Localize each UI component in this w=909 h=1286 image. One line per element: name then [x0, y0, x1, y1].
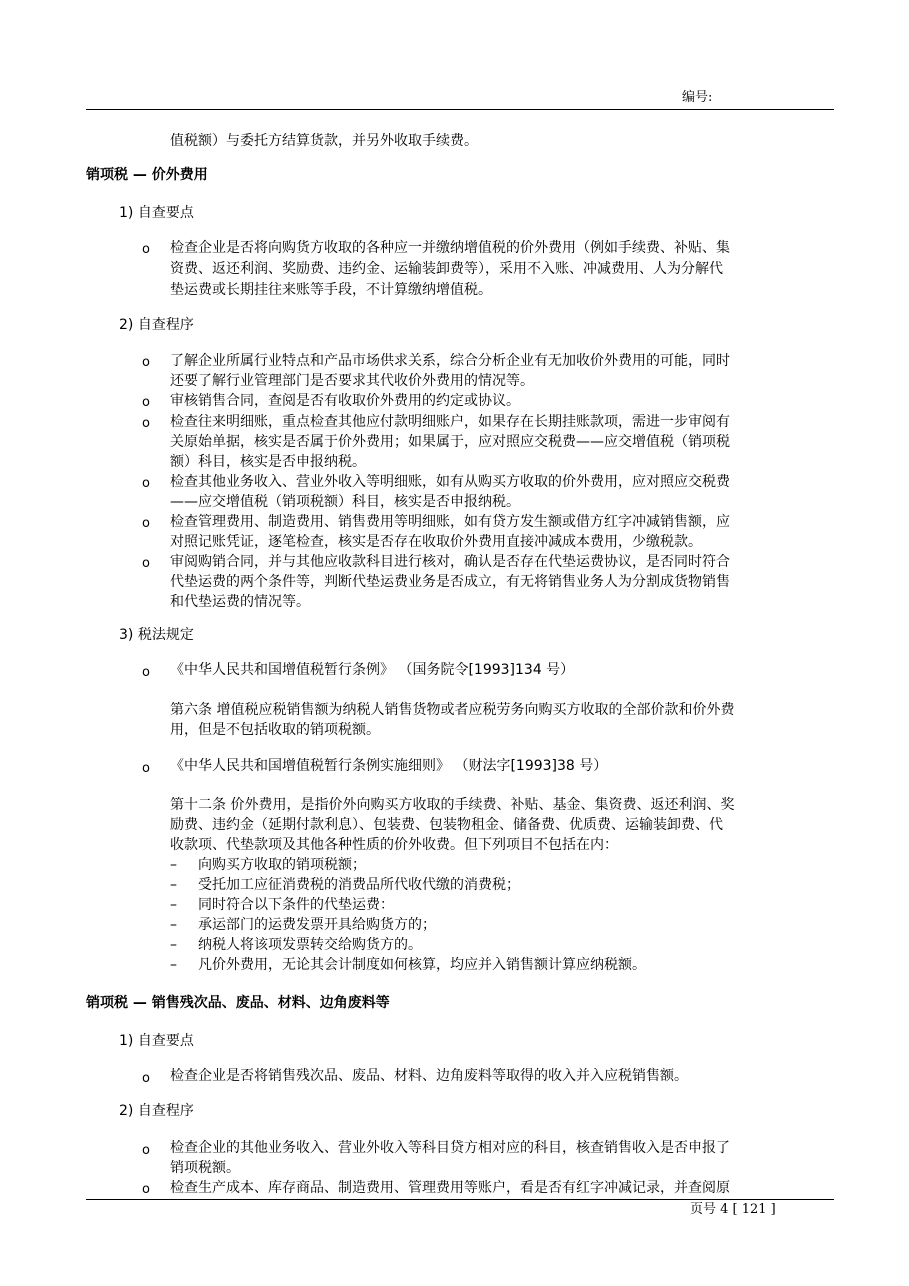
list-item-line: 代垫运费的两个条件等，判断代垫运费业务是否成立，有无将销售业务人为分割成货物销售: [170, 574, 730, 590]
list-item-line: 审阅购销合同，并与其他应收款科目进行核对，确认是否存在代垫运费协议，是否同时符合: [170, 554, 730, 570]
dash-icon: –: [170, 937, 177, 953]
list-item-line: 检查生产成本、库存商品、制造费用、管理费用等账户，看是否有红字冲减记录，并查阅原: [170, 1180, 730, 1196]
list-item-line: ——应交增值税（销项税额）科目，核实是否申报纳税。: [170, 494, 520, 510]
list-item-line: 审核销售合同，查阅是否有收取价外费用的约定或协议。: [170, 393, 520, 409]
list-item-line: 资费、返还利润、奖励费、违约金、运输装卸费等），采用不入账、冲减费用、人为分解代: [170, 261, 723, 277]
law-text-line: 用，但是不包括收取的销项税额。: [170, 722, 380, 738]
section2-sub2-label: 2) 自查程序: [119, 1103, 194, 1119]
list-item-line: 和代垫运费的情况等。: [170, 594, 310, 610]
law-title: 《中华人民共和国增值税暂行条例》 （国务院令[1993]134 号）: [170, 662, 575, 678]
bullet-icon: o: [142, 395, 150, 410]
law-text-line: 第六条 增值税应税销售额为纳税人销售货物或者应税劳务向购买方收取的全部价款和价外费: [170, 702, 735, 718]
footer-page-label: 页号 4 [ 121 ]: [690, 1202, 776, 1217]
section1-sub2-label: 2) 自查程序: [119, 317, 194, 333]
bullet-icon: o: [142, 1143, 150, 1158]
dash-item: 承运部门的运费发票开具给购货方的；: [198, 917, 436, 933]
section2-sub1-label: 1) 自查要点: [119, 1033, 194, 1049]
header-rule: [86, 109, 834, 110]
law-text-line: 励费、违约金（延期付款利息）、包装费、包装物租金、储备费、优质费、运输装卸费、代: [170, 817, 723, 833]
list-item-line: 垫运费或长期挂往来账等手段，不计算缴纳增值税。: [170, 282, 492, 298]
list-item-line: 了解企业所属行业特点和产品市场供求关系，综合分析企业有无加收价外费用的可能，同时: [170, 353, 730, 369]
section1-sub3-label: 3) 税法规定: [119, 627, 194, 643]
dash-item: 向购买方收取的销项税额；: [198, 857, 366, 873]
list-item-line: 检查企业是否将销售残次品、废品、材料、边角废料等取得的收入并入应税销售额。: [170, 1068, 688, 1084]
bullet-icon: o: [142, 1182, 150, 1197]
list-item-line: 还要了解行业管理部门是否要求其代收价外费用的情况等。: [170, 373, 534, 389]
bullet-icon: o: [142, 242, 150, 257]
law-text-line: 第十二条 价外费用，是指价外向购买方收取的手续费、补贴、基金、集资费、返还利润、奖: [170, 797, 735, 813]
section2-title: 销项税 — 销售残次品、废品、材料、边角废料等: [86, 995, 390, 1011]
bullet-icon: o: [142, 516, 150, 531]
list-item-line: 关原始单据，核实是否属于价外费用；如果属于，应对照应交税费——应交增值税（销项税: [170, 434, 730, 450]
list-item-line: 对照记账凭证，逐笔检查，核实是否存在收取价外费用直接冲减成本费用，少缴税款。: [170, 534, 702, 550]
header-number-label: 编号:: [682, 90, 713, 105]
bullet-icon: o: [142, 1071, 150, 1086]
dash-item: 同时符合以下条件的代垫运费：: [198, 897, 394, 913]
bullet-icon: o: [142, 476, 150, 491]
dash-icon: –: [170, 957, 177, 973]
list-item-line: 销项税额。: [170, 1160, 240, 1176]
dash-item: 凡价外费用，无论其会计制度如何核算，均应并入销售额计算应纳税额。: [198, 957, 646, 973]
list-item-line: 检查企业的其他业务收入、营业外收入等科目贷方相对应的科目，核查销售收入是否申报了: [170, 1140, 730, 1156]
intro-line: 值税额）与委托方结算货款，并另外收取手续费。: [170, 133, 478, 149]
dash-item: 受托加工应征消费税的消费品所代收代缴的消费税；: [198, 877, 520, 893]
bullet-icon: o: [142, 761, 150, 776]
bullet-icon: o: [142, 556, 150, 571]
list-item-line: 检查其他业务收入、营业外收入等明细账，如有从购买方收取的价外费用，应对照应交税费: [170, 474, 730, 490]
bullet-icon: o: [142, 416, 150, 431]
law-text-line: 收款项、代垫款项及其他各种性质的价外收费。但下列项目不包括在内：: [170, 837, 618, 853]
list-item-line: 检查管理费用、制造费用、销售费用等明细账，如有贷方发生额或借方红字冲减销售额，应: [170, 514, 730, 530]
dash-icon: –: [170, 857, 177, 873]
dash-icon: –: [170, 917, 177, 933]
bullet-icon: o: [142, 355, 150, 370]
section1-title: 销项税 — 价外费用: [86, 167, 208, 183]
list-item-line: 额）科目，核实是否申报纳税。: [170, 454, 366, 470]
law-title: 《中华人民共和国增值税暂行条例实施细则》 （财法字[1993]38 号）: [170, 758, 608, 774]
list-item-line: 检查企业是否将向购货方收取的各种应一并缴纳增值税的价外费用（例如手续费、补贴、集: [170, 240, 730, 256]
section1-sub1-label: 1) 自查要点: [119, 205, 194, 221]
dash-item: 纳税人将该项发票转交给购货方的。: [198, 937, 422, 953]
dash-icon: –: [170, 897, 177, 913]
bullet-icon: o: [142, 665, 150, 680]
dash-icon: –: [170, 877, 177, 893]
list-item-line: 检查往来明细账，重点检查其他应付款明细账户，如果存在长期挂账款项，需进一步审阅有: [170, 414, 730, 430]
